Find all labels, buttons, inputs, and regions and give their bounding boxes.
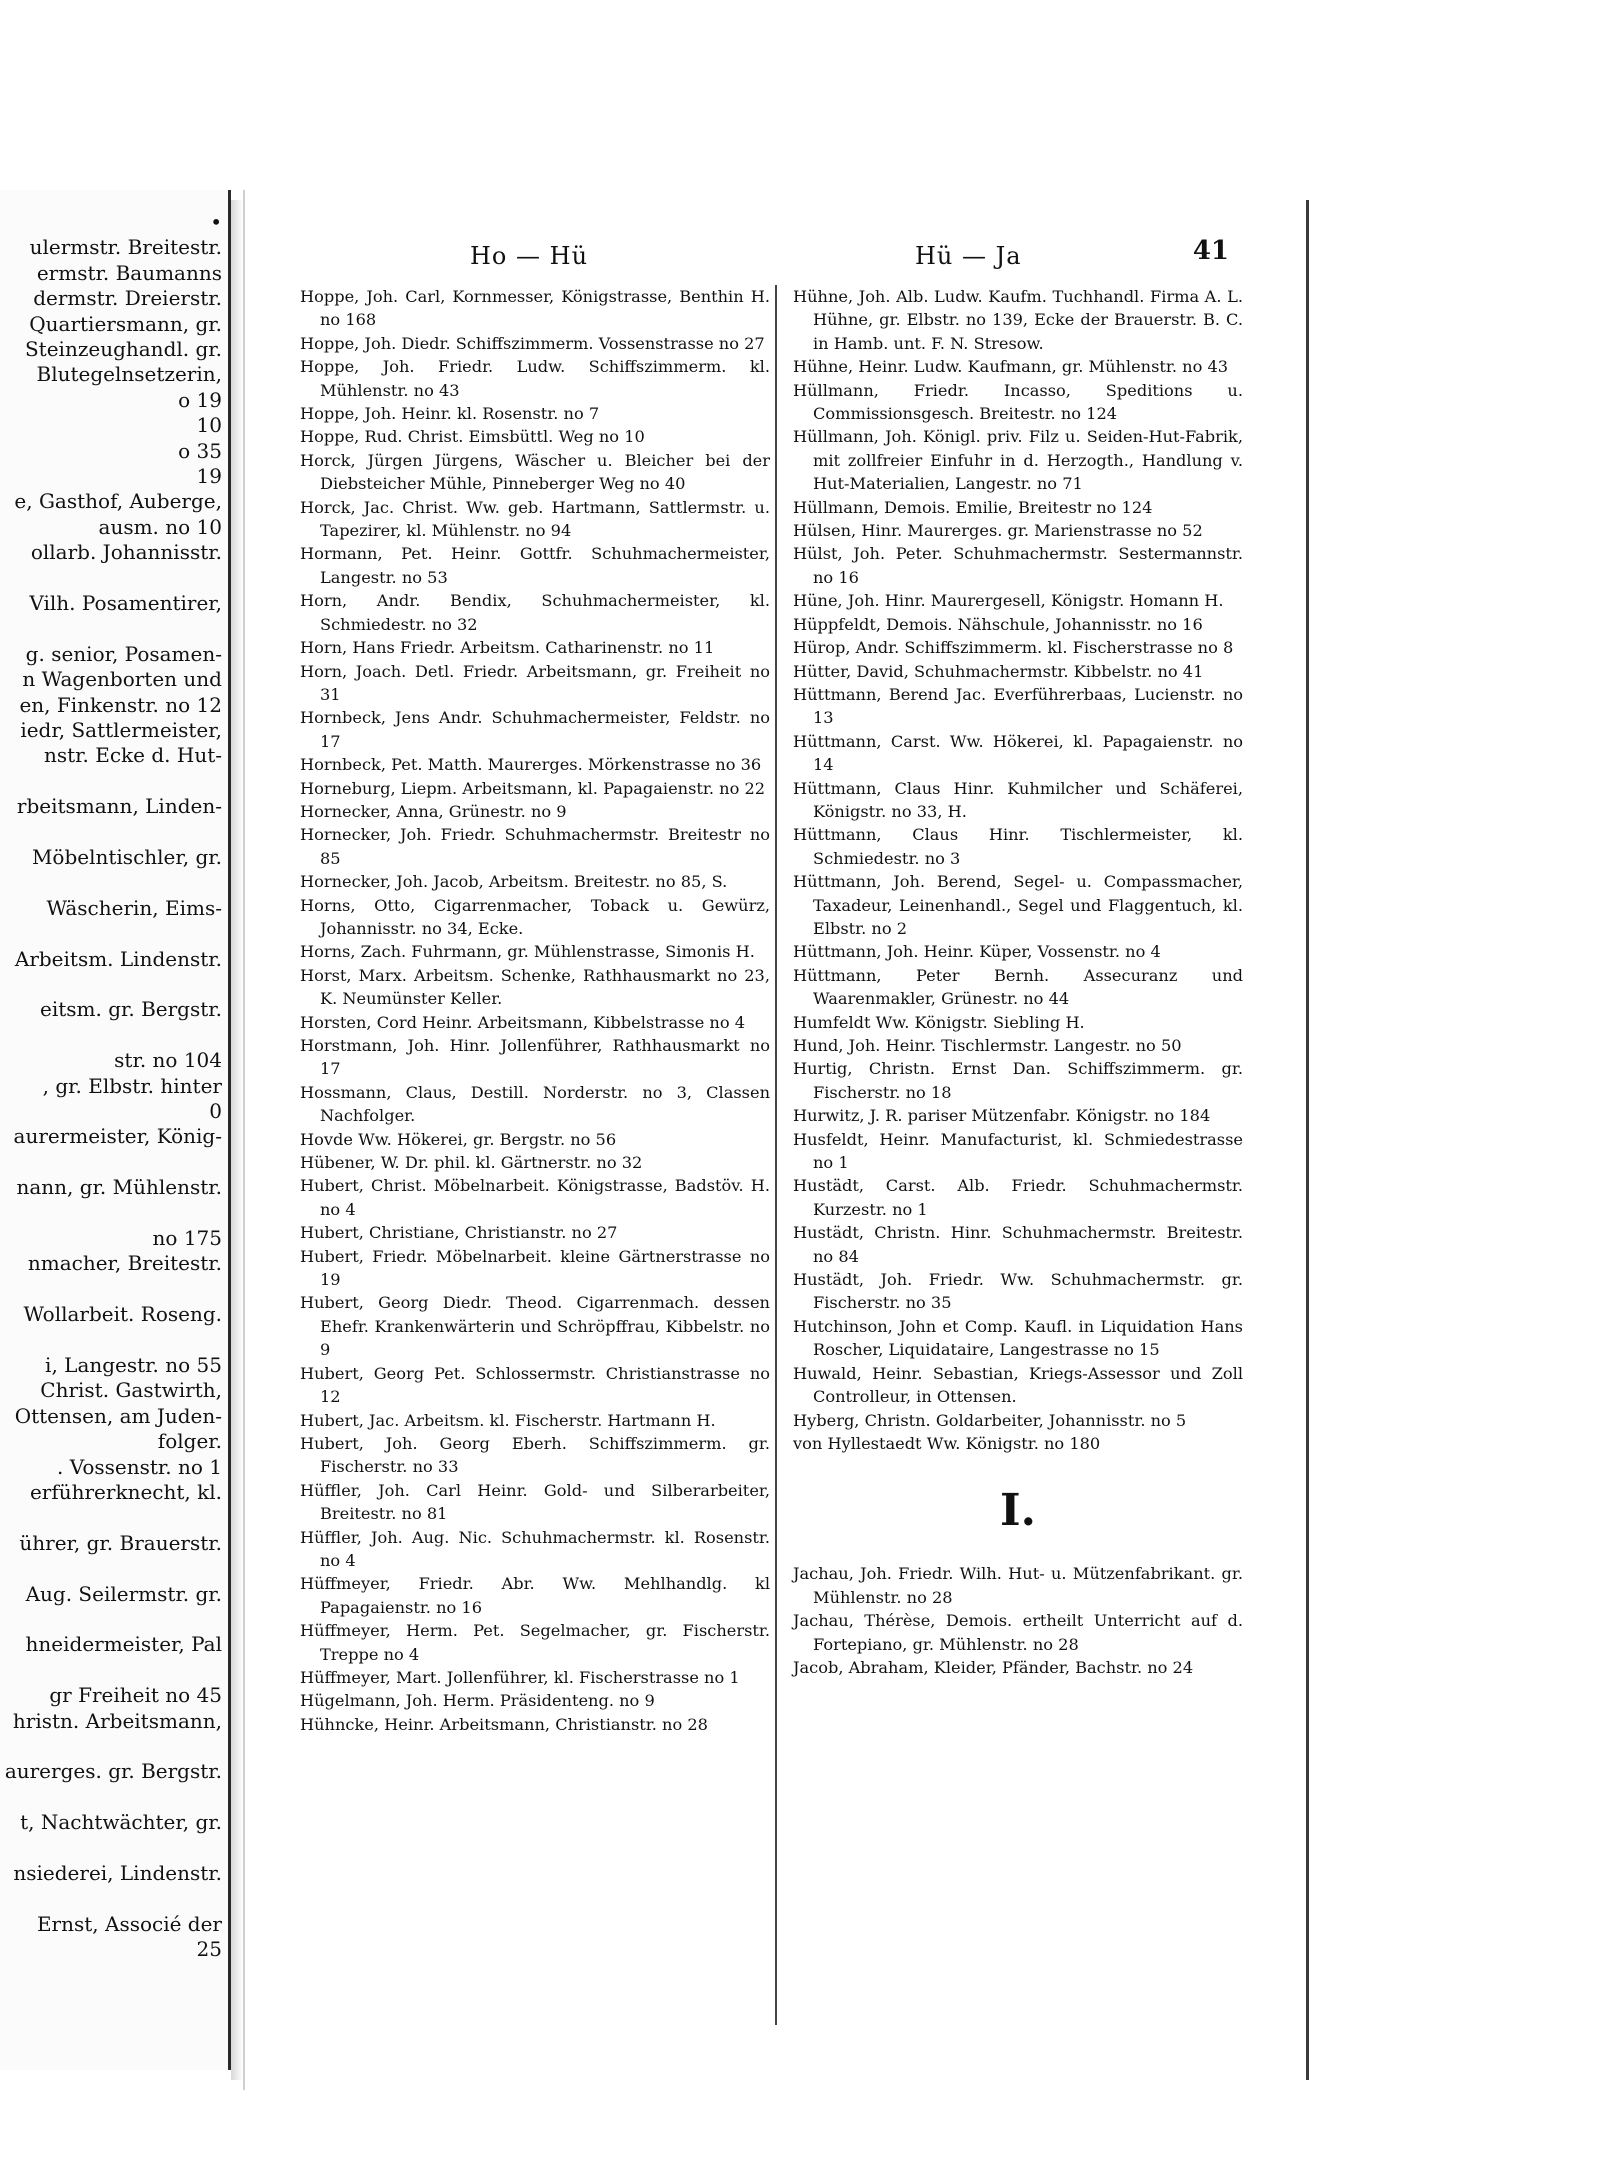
directory-entry: von Hyllestaedt Ww. Königstr. no 180 [793,1433,1101,1453]
directory-entry: Horck, Jac. Christ. Ww. geb. Hartmann, Sattlermstr. u. Tapezirer, kl. Mühlenstr. no 94 [300,497,770,541]
directory-entry: Hurwitz, J. R. pariser Mützenfabr. Königstr. no 184 [793,1106,1211,1126]
directory-entry: Hüffmeyer, Mart. Jollenführer, kl. Fischerstrasse no 1 [300,1667,740,1687]
facing-page-line: rbeitsmann, Linden- [16,794,222,819]
facing-page-line: Steinzeughandl. gr. [24,337,222,361]
facing-page-line: Wollarbeit. Roseng. [23,1302,222,1327]
directory-entry: Hüttmann, Carst. Ww. Hökerei, kl. Papagaienstr. no 14 [793,731,1243,775]
directory-entry: Hustädt, Joh. Friedr. Ww. Schuhmachermstr. gr. Fischerstr. no 35 [793,1270,1243,1313]
facing-page-line: aurermeister, König- [13,1124,222,1149]
facing-page-line: nstr. Ecke d. Hut- [43,743,222,768]
directory-entry: Hubert, Jac. Arbeitsm. kl. Fischerstr. Hartmann H. [300,1410,716,1430]
directory-entry: Hütter, David, Schuhmachermstr. Kibbelstr. no 41 [793,661,1204,681]
directory-entry: Horstmann, Joh. Hinr. Jollenführer, Rathhausmarkt no 17 [300,1036,770,1079]
directory-entry: Hüne, Joh. Hinr. Maurergesell, Königstr. Homann H. [793,591,1224,611]
directory-entry: Hoppe, Joh. Friedr. Ludw. Schiffszimmerm. kl. Mühlenstr. no 43 [300,357,770,400]
directory-entry: Hüttmann, Joh. Heinr. Küper, Vossenstr. no 4 [793,942,1161,962]
directory-entry: Humfeldt Ww. Königstr. Siebling H. [793,1012,1085,1032]
facing-page-line: i, Langestr. no 55 [45,1353,222,1377]
book-gutter [231,200,243,2080]
directory-entry: Hoppe, Joh. Carl, Kornmesser, Königstrasse, Benthin H. no 168 [300,287,770,330]
directory-entry: Hüttmann, Claus Hinr. Kuhmilcher und Schäferei, Königstr. no 33, H. [793,778,1243,821]
facing-page-line: Wäscherin, Eims- [46,895,222,920]
directory-entry: Horck, Jürgen Jürgens, Wäscher u. Bleicher bei der Diebsteicher Mühle, Pinneberger Weg no 40 [300,450,770,494]
directory-entry: Hubert, Georg Pet. Schlossermstr. Christianstrasse no 12 [300,1363,770,1407]
directory-entry: Hüttmann, Peter Bernh. Assecuranz und Waarenmakler, Grünestr. no 44 [793,965,1243,1009]
facing-page-fragment [0,190,231,2070]
facing-page-line: 25 [196,1937,222,1962]
facing-page-line: Arbeitsm. Lindenstr. [14,946,222,971]
facing-page-line: Christ. Gastwirth, [40,1378,222,1403]
directory-entry: Hormann, Pet. Heinr. Gottfr. Schuhmachermeister, Langestr. no 53 [300,544,770,587]
directory-entry: Hustädt, Christn. Hinr. Schuhmachermstr. Breitestr. no 84 [793,1223,1243,1266]
facing-page-line: t, Nachtwächter, gr. [20,1810,222,1835]
directory-page [243,190,1307,2090]
facing-page-line: nann, gr. Mühlenstr. [16,1175,222,1200]
directory-entry: Hornbeck, Jens Andr. Schuhmachermeister, Feldstr. no 17 [300,708,770,751]
directory-entry: Jachau, Thérèse, Demois. ertheilt Unterricht auf d. Fortepiano, gr. Mühlenstr. no 28 [793,1611,1243,1654]
directory-entry: Hurtig, Christn. Ernst Dan. Schiffszimmerm. gr. Fischerstr. no 18 [793,1059,1243,1102]
directory-entry: Horn, Andr. Bendix, Schuhmachermeister, kl. Schmiedestr. no 32 [300,591,770,634]
directory-entry: Hoppe, Rud. Christ. Eimsbüttl. Weg no 10 [300,427,645,447]
entries-column-left [300,285,770,1736]
directory-entry: Hüffmeyer, Herm. Pet. Segelmacher, gr. Fischerstr. Treppe no 4 [300,1621,770,1664]
facing-page-line: n Wagenborten und [22,667,222,692]
directory-entry: Hühne, Heinr. Ludw. Kaufmann, gr. Mühlenstr. no 43 [793,357,1229,377]
directory-entry: Hübener, W. Dr. phil. kl. Gärtnerstr. no 32 [300,1153,643,1173]
facing-page-line: folger. [157,1429,222,1454]
directory-entry: Hyberg, Christn. Goldarbeiter, Johannisstr. no 5 [793,1410,1187,1430]
directory-entry: Horst, Marx. Arbeitsm. Schenke, Rathhausmarkt no 23, K. Neumünster Keller. [300,965,770,1009]
facing-page-line: ausm. no 10 [98,514,222,539]
directory-entry: Horn, Hans Friedr. Arbeitsm. Catharinenstr. no 11 [300,638,715,658]
directory-entry: Horn, Joach. Detl. Friedr. Arbeitsmann, gr. Freiheit no 31 [300,661,770,704]
directory-entry: Horns, Zach. Fuhrmann, gr. Mühlenstrasse, Simonis H. [300,942,755,962]
directory-entry: Hubert, Georg Diedr. Theod. Cigarrenmach. dessen Ehefr. Krankenwärterin und Schröpffrau, Kibbelstr. no 9 [300,1293,770,1360]
facing-page-line: ollarb. Johannisstr. [30,540,222,565]
directory-entry: Hornecker, Joh. Jacob, Arbeitsm. Breitestr. no 85, S. [300,872,728,892]
facing-page-line: . Vossenstr. no 1 [57,1454,222,1479]
facing-page-line: 10 [196,413,222,438]
facing-page-line: eitsm. gr. Bergstr. [39,997,222,1022]
facing-page-line: hristn. Arbeitsmann, [12,1708,222,1733]
directory-entry: Hüttmann, Berend Jac. Everführerbaas, Lucienstr. no 13 [793,684,1243,728]
directory-entry: Hoppe, Joh. Diedr. Schiffszimmerm. Vossenstrasse no 27 [300,333,765,353]
facing-page-line: en, Finkenstr. no 12 [19,692,222,717]
page-edge [1306,200,1309,2080]
directory-entry: Hüppfeldt, Demois. Nähschule, Johannisstr. no 16 [793,614,1203,634]
directory-entry: Hürop, Andr. Schiffszimmerm. kl. Fischerstrasse no 8 [793,638,1234,658]
directory-entry: Hüllmann, Joh. Königl. priv. Filz u. Seiden-Hut-Fabrik, mit zollfreier Einfuhr in d. Herzogth., Handlung v. Hut-Materialien, Langestr. no 71 [793,427,1243,494]
facing-page-line: • [210,210,222,234]
facing-page-line: 0 [209,1099,222,1123]
directory-entry: Hornbeck, Pet. Matth. Maurerges. Mörkenstrasse no 36 [300,755,762,775]
directory-entry: Hüllmann, Friedr. Incasso, Speditions u. Commissionsgesch. Breitestr. no 124 [793,380,1243,424]
entries-j-section [793,1562,1243,1679]
facing-page-line: gr Freiheit no 45 [49,1683,222,1708]
facing-page-line: ermstr. Baumanns [36,260,222,285]
facing-page-line: , gr. Elbstr. hinter [42,1073,222,1098]
facing-page-line: iedr, Sattlermeister, [20,718,222,742]
directory-entry: Husfeldt, Heinr. Manufacturist, kl. Schmiedestrasse no 1 [793,1129,1243,1173]
facing-page-line: o 19 [178,387,222,412]
column-divider [775,285,777,2025]
directory-entry: Hutchinson, John et Comp. Kaufl. in Liquidation Hans Roscher, Liquidataire, Langestrasse no 15 [793,1316,1243,1360]
facing-page-line: Quartiersmann, gr. [29,311,222,336]
directory-entry: Hülst, Joh. Peter. Schuhmachermstr. Sestermannstr. no 16 [793,544,1243,587]
directory-entry: Hüttmann, Joh. Berend, Segel- u. Compassmacher, Taxadeur, Leinenhandl., Segel und Flaggentuch, kl. Elbstr. no 2 [793,872,1243,938]
directory-entry: Horsten, Cord Heinr. Arbeitsmann, Kibbelstrasse no 4 [300,1012,746,1032]
directory-entry: Hügelmann, Joh. Herm. Präsidenteng. no 9 [300,1691,655,1711]
entries-column-right [793,285,1243,1679]
facing-page-line: Aug. Seilermstr. gr. [25,1581,222,1606]
directory-entry: Hubert, Joh. Georg Eberh. Schiffszimmerm. gr. Fischerstr. no 33 [300,1433,770,1477]
facing-page-line: nmacher, Breitestr. [27,1251,222,1276]
facing-page-line: no 175 [152,1226,222,1250]
facing-page-line: o 35 [178,438,222,463]
directory-entry: Jacob, Abraham, Kleider, Pfänder, Bachstr. no 24 [793,1657,1194,1677]
section-letter-heading: I. [1000,1485,1036,1537]
facing-page-line: 19 [196,464,222,488]
facing-page-line: Vilh. Posamentirer, [29,591,222,615]
directory-entry: Hossmann, Claus, Destill. Norderstr. no 3, Classen Nachfolger. [300,1082,770,1126]
directory-entry: Hornecker, Anna, Grünestr. no 9 [300,801,567,821]
directory-entry: Hubert, Christ. Möbelnarbeit. Königstrasse, Badstöv. H. no 4 [300,1176,770,1219]
facing-page-line: hneidermeister, Pal [25,1632,222,1657]
facing-page-line: Ottensen, am Juden- [14,1403,222,1428]
directory-entry: Jachau, Joh. Friedr. Wilh. Hut- u. Mützenfabrikant. gr. Mühlenstr. no 28 [793,1564,1243,1607]
facing-page-line: ulermstr. Breitestr. [29,235,222,260]
facing-page-line: g. senior, Posamen- [25,641,222,666]
directory-entry: Hovde Ww. Hökerei, gr. Bergstr. no 56 [300,1129,617,1149]
facing-page-line: str. no 104 [114,1048,222,1073]
directory-entry: Hüffler, Joh. Carl Heinr. Gold- und Silberarbeiter, Breitestr. no 81 [300,1480,770,1524]
facing-page-line: Ernst, Associé der [36,1911,222,1936]
facing-page-line: erführerknecht, kl. [29,1480,222,1504]
facing-page-line: ührer, gr. Brauerstr. [19,1530,222,1555]
directory-entry: Hühne, Joh. Alb. Ludw. Kaufm. Tuchhandl. Firma A. L. Hühne, gr. Elbstr. no 139, Ecke der Brauerstr. B. C. in Hamb. unt. F. N. Stresow. [793,287,1243,353]
directory-entry: Hustädt, Carst. Alb. Friedr. Schuhmachermstr. Kurzestr. no 1 [793,1176,1243,1219]
directory-entry: Hüttmann, Claus Hinr. Tischlermeister, kl. Schmiedestr. no 3 [793,825,1243,868]
directory-entry: Horns, Otto, Cigarrenmacher, Toback u. Gewürz, Johannisstr. no 34, Ecke. [300,895,770,938]
directory-entry: Hüllmann, Demois. Emilie, Breitestr no 124 [793,497,1153,517]
facing-page-line: dermstr. Dreierstr. [33,286,222,311]
facing-page-line: nsiederei, Lindenstr. [13,1861,222,1885]
facing-page-line: Blutegelnsetzerin, [36,362,222,387]
directory-entry: Hornecker, Joh. Friedr. Schuhmachermstr. Breitestr no 85 [300,825,770,868]
directory-entry: Hoppe, Joh. Heinr. kl. Rosenstr. no 7 [300,404,600,424]
page-number: 41 [1192,236,1229,266]
running-header-right: Hü — Ja [915,242,1022,270]
directory-entry: Hubert, Friedr. Möbelnarbeit. kleine Gärtnerstrasse no 19 [300,1246,770,1290]
directory-entry: Horneburg, Liepm. Arbeitsmann, kl. Papagaienstr. no 22 [300,778,766,798]
facing-page-line: Möbelntischler, gr. [31,845,222,869]
directory-entry: Hülsen, Hinr. Maurerges. gr. Marienstrasse no 52 [793,521,1203,541]
entries-h-section [793,285,1243,1455]
facing-page-line: aurerges. gr. Bergstr. [4,1759,222,1784]
directory-entry: Huwald, Heinr. Sebastian, Kriegs-Assessor und Zoll Controlleur, in Ottensen. [793,1363,1243,1407]
directory-entry: Hüffler, Joh. Aug. Nic. Schuhmachermstr. kl. Rosenstr. no 4 [300,1527,770,1570]
directory-entry: Hubert, Christiane, Christianstr. no 27 [300,1223,618,1243]
running-header-left: Ho — Hü [470,242,589,270]
facing-page-line: e, Gasthof, Auberge, [14,489,222,514]
directory-entry: Hühncke, Heinr. Arbeitsmann, Christianstr. no 28 [300,1714,708,1734]
directory-entry: Hund, Joh. Heinr. Tischlermstr. Langestr. no 50 [793,1036,1182,1055]
directory-entry: Hüffmeyer, Friedr. Abr. Ww. Mehlhandlg. kl Papagaienstr. no 16 [300,1574,770,1617]
